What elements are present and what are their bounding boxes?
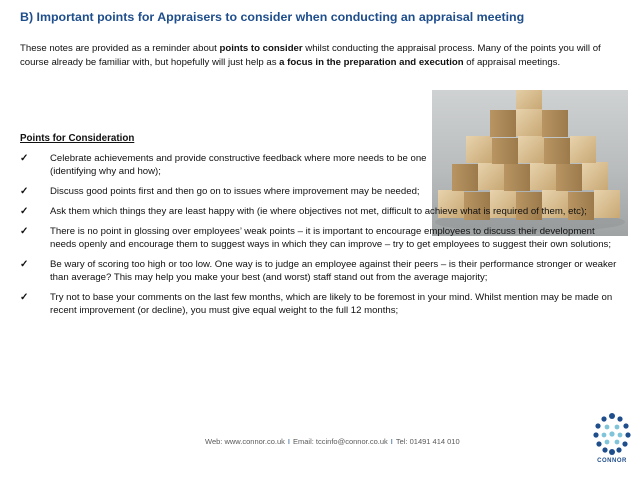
- checkmark-icon: ✓: [20, 226, 29, 237]
- footer-separator: I: [287, 437, 290, 446]
- logo-text: CONNOR: [597, 458, 627, 464]
- consideration-list: [20, 152, 620, 324]
- list-item: [20, 258, 620, 284]
- list-item-text: Be wary of scoring too high or too low. One way is to judge an employee against their peers – is their performance stronger or weaker than average? This may help you make your best (and worst) staff stand out from the average majority;: [50, 259, 617, 283]
- list-item: [20, 185, 422, 198]
- list-item-text: Discuss good points first and then go on to issues where improvement may be needed;: [50, 186, 420, 197]
- list-item-text: Ask them which things they are least happy with (ie where objectives not met, difficult to achieve what is required of them, etc);: [50, 206, 587, 217]
- intro-text-1: These notes are provided as a reminder about: [20, 43, 220, 54]
- footer-contact: [205, 437, 460, 446]
- block-top: [516, 90, 542, 109]
- list-item: [20, 291, 620, 317]
- page-heading: B) Important points for Appraisers to consider when conducting an appraisal meeting: [20, 10, 525, 24]
- checkmark-icon: ✓: [20, 153, 29, 164]
- list-item: [20, 205, 620, 218]
- connor-logo: [591, 410, 633, 468]
- intro-text-3: of appraisal meetings.: [463, 57, 561, 68]
- checkmark-icon: ✓: [20, 206, 29, 217]
- checkmark-icon: ✓: [20, 259, 29, 270]
- intro-bold-2: a focus in the preparation and execution: [279, 57, 464, 68]
- intro-text-2: whilst conducting the appraisal process. Many of the points you will of course already be familiar with, but hopefully will just help as: [20, 43, 601, 68]
- connor-logo-icon: [591, 410, 633, 458]
- list-item: [20, 152, 430, 178]
- footer-tel: Tel: 01491 414 010: [395, 437, 460, 446]
- list-item-text: There is no point in glossing over employees’ weak points – it is important to encourage employees to discuss their development needs openly and encourage them to suggest ways in which they can improve – try to get employees to suggest their own solutions;: [50, 226, 612, 250]
- checkmark-icon: ✓: [20, 186, 29, 197]
- list-item: [20, 225, 620, 251]
- list-item-text: Try not to base your comments on the last few months, which are likely to be foremost in your mind. Whilst mention may be made on recent improvement (or decline), you must give equal weight to the full 12 months;: [50, 292, 613, 316]
- intro-bold-1: points to consider: [219, 43, 303, 54]
- block-row-fourth: [490, 108, 568, 137]
- footer-web: Web: www.connor.co.uk: [205, 437, 285, 446]
- section-title: Points for Consideration: [20, 133, 135, 144]
- intro-paragraph: [20, 42, 620, 70]
- checkmark-icon: ✓: [20, 292, 29, 303]
- list-item-text: Celebrate achievements and provide constructive feedback where more needs to be one (identifying why and how);: [50, 153, 427, 177]
- footer-email: Email: tccinfo@connor.co.uk: [293, 437, 388, 446]
- footer-separator: I: [390, 437, 393, 446]
